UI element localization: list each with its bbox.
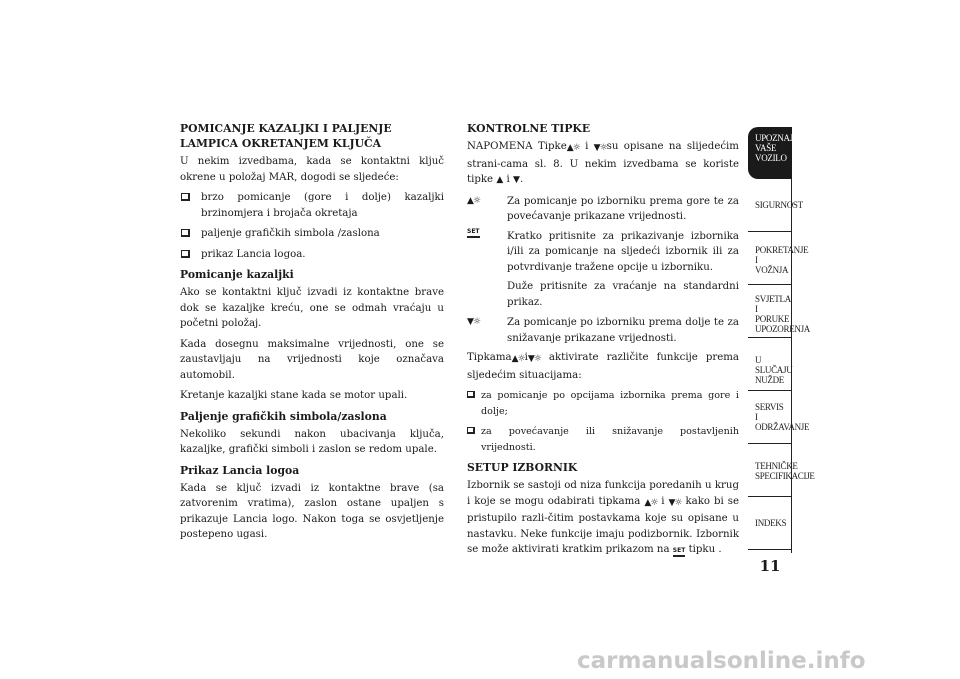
watermark: carmanualsonline.info [577,648,866,674]
list-item: za povećavanje ili snižavanje postavljenih vrijednosti. [467,424,739,455]
tipkama-paragraph: Tipkama▲☼i▼☼ aktivirate različite funkcije prema sljedećim situacijama: [467,352,739,381]
checkbox-bullet-icon [467,391,475,398]
up-button-icon: ▲☼ [511,354,525,364]
right-column [467,121,739,563]
checkbox-bullet-icon [467,427,475,434]
list-item: brzo pomicanje (gore i dolje) kazaljki brzinomjera i brojača okretaja [180,190,444,221]
sidebar-tab-svjetla[interactable]: SVJETLA I PORUKE UPOZORENJA [748,286,792,338]
section-heading-setup: SETUP IZBORNIK [467,461,578,474]
sidebar-tab-upoznajte[interactable]: UPOZNAJTE VAŠE VOZILO [748,127,792,179]
down-button-icon: ▼☼ [593,143,607,153]
down-triangle-icon: ▼ [513,175,520,185]
down-button-icon: ▼☼ [527,354,541,364]
section-heading-logo: Prikaz Lancia logoa [180,463,300,477]
set-button-icon: SET [467,229,480,238]
down-button-icon: ▼☼ [467,317,480,327]
up-button-icon: ▲☼ [467,195,480,206]
chapter-sidebar [748,127,815,553]
sidebar-tab-pokretanje[interactable]: POKRETANJE I VOŽNJA [748,233,792,285]
checkbox-bullet-icon [181,229,190,237]
sidebar-tab-indeks[interactable]: INDEKS [748,498,792,550]
paragraph: Kada se ključ izvadi iz kontaktne brave (sa zatvorenim vratima), zaslon ostane upaljen s prikazuje Lancia logo. Nakon toga se osvjetljenje postepeno ugasi. [180,482,444,540]
up-button-icon: ▲☼ [644,497,658,508]
list-item: prikaz Lancia logoa. [180,247,444,263]
section-heading-kontrolne-tipke: KONTROLNE TIPKE [467,122,591,135]
list-item: paljenje grafičkih simbola /zaslona [180,226,444,242]
main-heading: POMICANJE KAZALJKI I PALJENJE LAMPICA OKRETANJEM KLJUČA [180,122,392,150]
sidebar-tab-tehnicke[interactable]: TEHNIČKE SPECIFIKACIJE [748,445,792,497]
left-column [180,121,444,548]
note-paragraph: NAPOMENA Tipke▲☼ i ▼☼su opisane na slijedećim strani-cama sl. 8. U nekim izvedbama se koriste tipke ▲ i ▼. [467,139,739,189]
definition-down: ▼☼ Za pomicanje po izborniku prema dolje te za snižavanje prikazane vrijednosti. [467,317,739,344]
checkbox-bullet-icon [181,250,190,258]
paragraph: Kretanje kazaljki stane kada se motor upali. [180,390,408,401]
paragraph: Kada dosegnu maksimalne vrijednosti, one se zaustavljaju na vrijednosti koje označava automobil. [180,338,444,381]
section-heading-paljenje: Paljenje grafičkih simbola/zaslona [180,409,387,423]
setup-paragraph: Izbornik se sastoji od niza funkcija poredanih u krug i koje se mogu odabirati tipkama ▲☼ i ▼☼ kako bi se pristupilo razli-čitim postavkama koje su opisane u nastavku. Neke funkcije imaju podizbornik. Izbornik se može aktivirati kratkim prikazom na SET tipku . [467,480,739,555]
sidebar-tab-nuzde[interactable]: U SLUČAJU NUŽDE [748,339,792,391]
section-heading-pomicanje: Pomicanje kazaljki [180,268,294,281]
down-button-icon: ▼☼ [668,497,682,508]
paragraph: Ako se kontaktni ključ izvadi iz kontaktne brave dok se kazaljke kreću, one se odmah vraćaju u početni položaj. [180,287,444,329]
checkbox-bullet-icon [181,193,190,201]
set-button-icon: SET [673,548,686,557]
up-button-icon: ▲☼ [566,143,580,153]
up-triangle-icon: ▲ [496,175,504,185]
set-long-press-note: Duže pritisnite za vraćanje na standardni prikaz. [507,281,739,308]
paragraph: Nekoliko sekundi nakon ubacivanja ključa, kazaljke, grafički simboli i zaslon se redom upale. [180,428,444,455]
definition-set: SET Kratko pritisnite za prikazivanje izbornika i/ili za pomicanje na sljedeći izbornik ili za potvrdivanje tražene opcije u izborniku. [467,227,739,273]
sidebar-tab-servis[interactable]: SERVIS I ODRŽAVANJE [748,392,792,444]
definition-up: ▲☼ Za pomicanje po izborniku prema gore te za povećavanje prikazane vrijednosti. [467,195,739,222]
intro-paragraph: U nekim izvedbama, kada se kontaktni ključ okrene u položaj MAR, dogodi se sljedeće: [180,156,444,183]
list-item: za pomicanje po opcijama izbornika prema gore i dolje; [467,388,739,419]
page-number: 11 [759,557,781,575]
sidebar-tab-sigurnost[interactable]: SIGURNOST [748,180,792,232]
